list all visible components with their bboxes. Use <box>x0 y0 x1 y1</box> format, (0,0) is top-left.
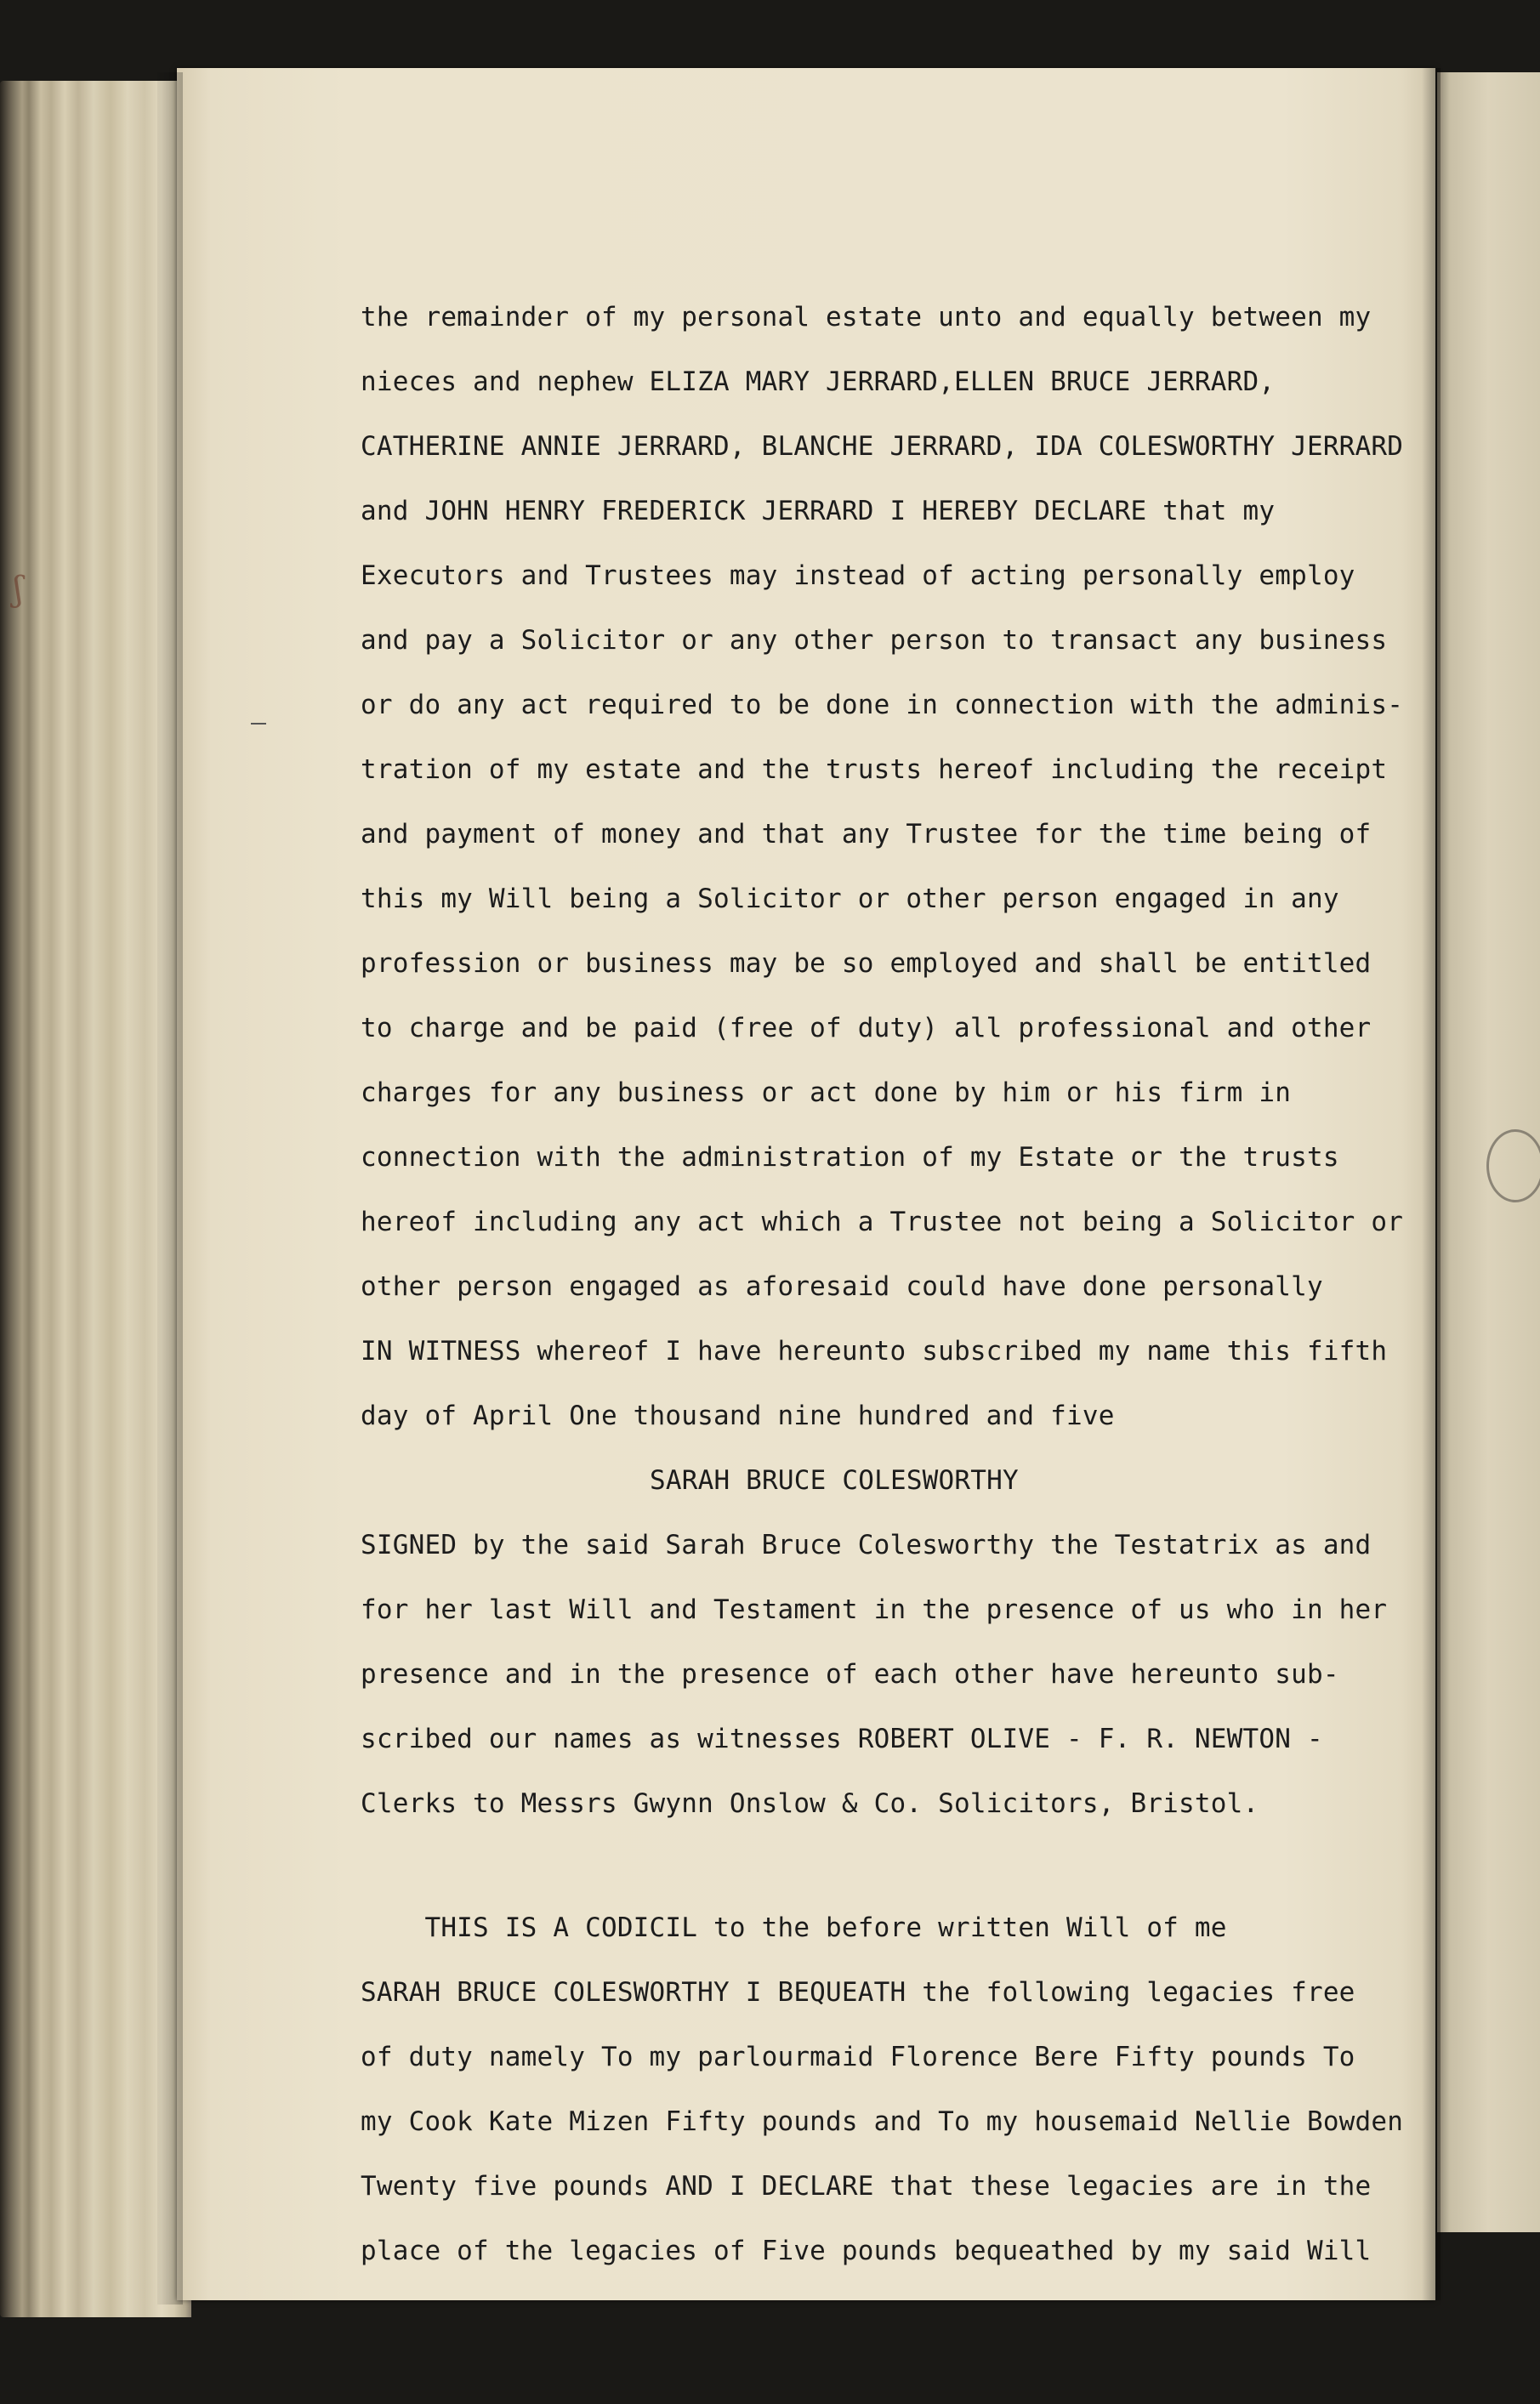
margin-dash-mark <box>251 723 266 725</box>
codicil-line: SARAH BRUCE COLESWORTHY I BEQUEATH the following legacies free <box>361 1977 1355 2008</box>
attestation-line: scribed our names as witnesses ROBERT OLIVE - F. R. NEWTON - <box>361 1724 1323 1754</box>
attestation-line: presence and in the presence of each other have hereunto sub- <box>361 1659 1339 1690</box>
signature-line: SARAH BRUCE COLESWORTHY <box>650 1465 1019 1496</box>
text-line: other person engaged as aforesaid could have done personally <box>361 1271 1323 1302</box>
text-line: profession or business may be so employed and shall be entitled <box>361 948 1372 979</box>
text-line: connection with the administration of my Estate or the trusts <box>361 1142 1339 1173</box>
typed-text-block <box>361 302 1434 2300</box>
codicil-line: THIS IS A CODICIL to the before written Will of me <box>361 1912 1227 1943</box>
text-line: to charge and be paid (free of duty) all professional and other <box>361 1013 1372 1043</box>
margin-ink-mark: ʃ <box>14 570 23 609</box>
text-line: and payment of money and that any Trustee for the time being of <box>361 819 1372 850</box>
codicil-line: of duty namely To my parlourmaid Florence Bere Fifty pounds To <box>361 2042 1355 2072</box>
attestation-line: for her last Will and Testament in the presence of us who in her <box>361 1594 1388 1625</box>
paragraph-gap <box>361 1853 1434 1912</box>
text-line: tration of my estate and the trusts hereof including the receipt <box>361 754 1388 785</box>
text-line: or do any act required to be done in connection with the adminis- <box>361 690 1404 720</box>
attestation-line: SIGNED by the said Sarah Bruce Colesworthy the Testatrix as and <box>361 1530 1372 1560</box>
text-line: day of April One thousand nine hundred and five <box>361 1401 1115 1431</box>
text-line: and pay a Solicitor or any other person to transact any business <box>361 625 1388 656</box>
text-line: and JOHN HENRY FREDERICK JERRARD I HEREBY DECLARE that my <box>361 496 1276 526</box>
text-line: Executors and Trustees may instead of acting personally employ <box>361 560 1355 591</box>
embossed-seal-icon <box>1486 1129 1540 1202</box>
codicil-line: Twenty five pounds AND I DECLARE that these legacies are in the <box>361 2171 1372 2202</box>
text-line: the remainder of my personal estate unto and equally between my <box>361 302 1372 332</box>
text-line: IN WITNESS whereof I have hereunto subscribed my name this fifth <box>361 1336 1388 1367</box>
page-gutter-shadow <box>157 72 183 2305</box>
codicil-line: place of the legacies of Five pounds bequeathed by my said Will <box>361 2236 1372 2266</box>
attestation-line: Clerks to Messrs Gwynn Onslow & Co. Solicitors, Bristol. <box>361 1788 1259 1819</box>
text-line: this my Will being a Solicitor or other person engaged in any <box>361 884 1339 914</box>
codicil-line: my Cook Kate Mizen Fifty pounds and To my housemaid Nellie Bowden <box>361 2106 1404 2137</box>
text-line: hereof including any act which a Trustee not being a Solicitor or <box>361 1207 1404 1237</box>
text-line: CATHERINE ANNIE JERRARD, BLANCHE JERRARD, IDA COLESWORTHY JERRARD <box>361 431 1404 462</box>
text-line: nieces and nephew ELIZA MARY JERRARD,ELLEN BRUCE JERRARD, <box>361 367 1276 397</box>
text-line: charges for any business or act done by him or his firm in <box>361 1077 1292 1108</box>
